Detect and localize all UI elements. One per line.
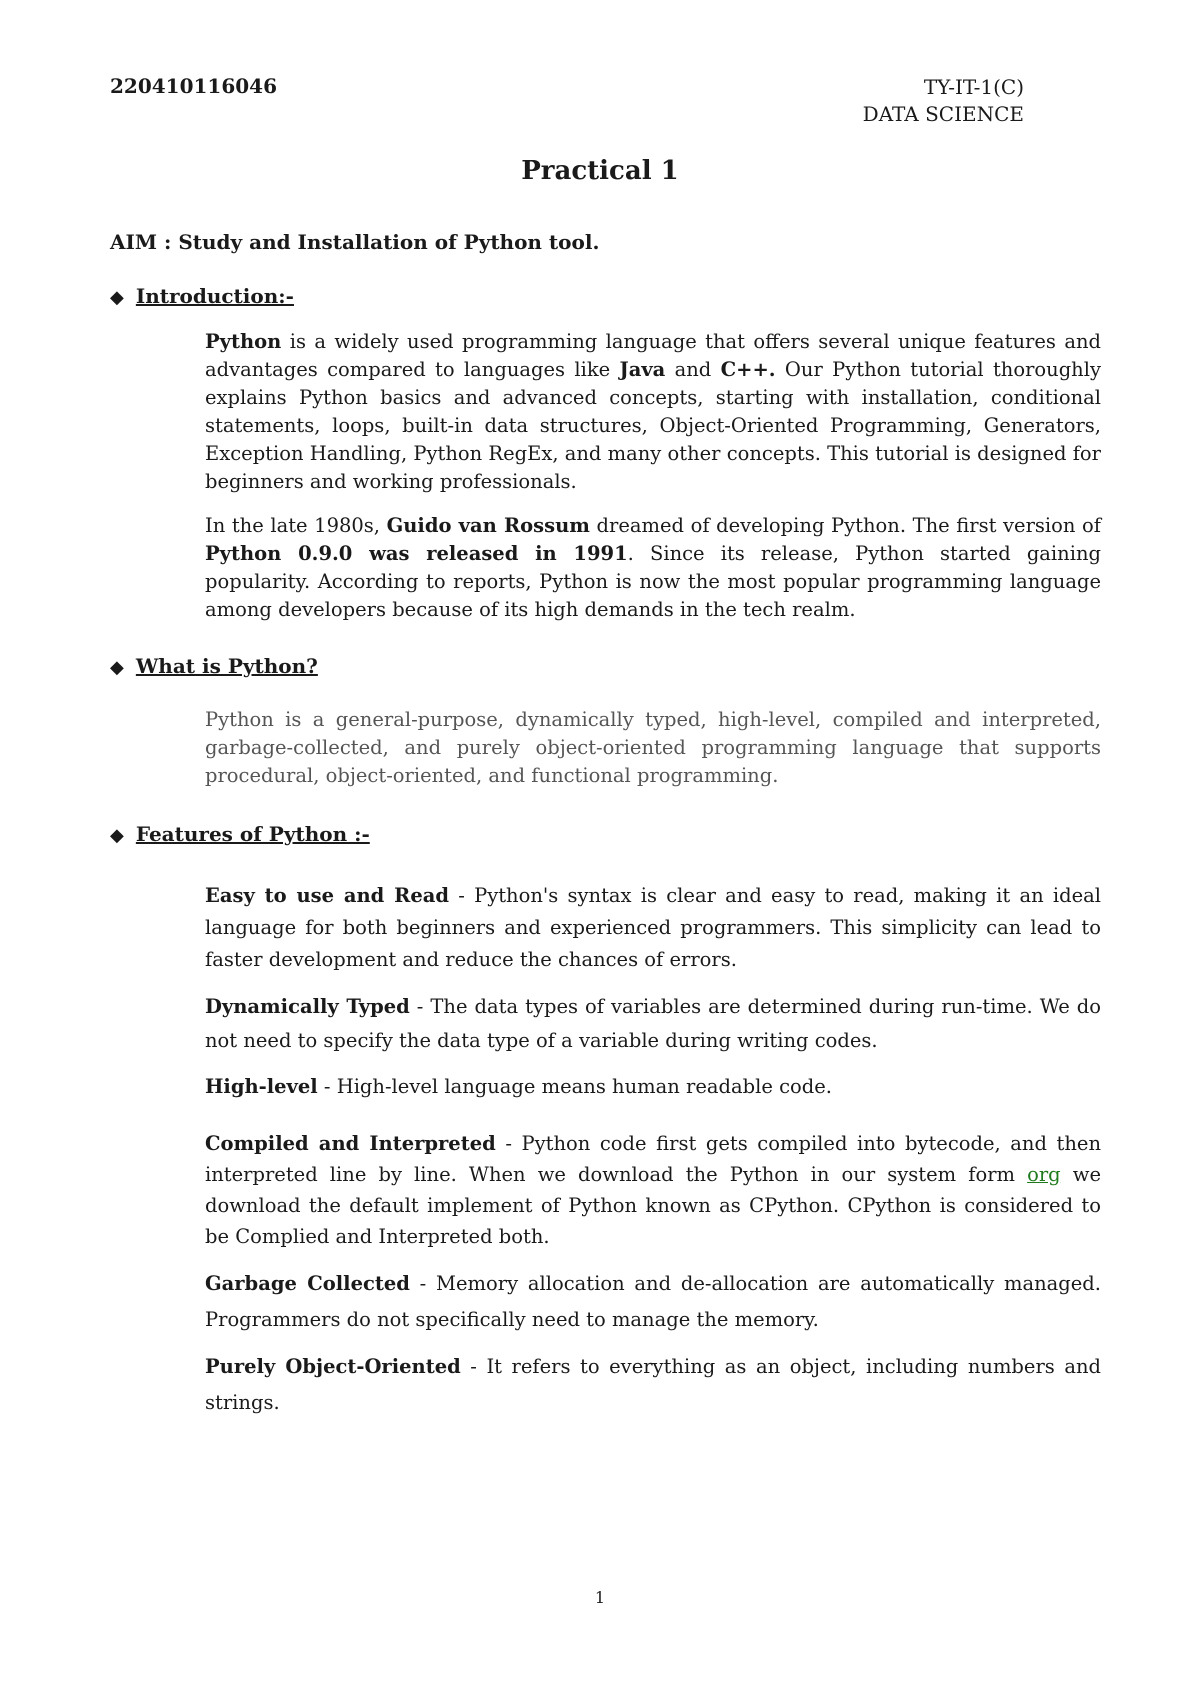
section-introduction-heading (110, 284, 294, 308)
feature-item (205, 1349, 1101, 1421)
feature-item (205, 880, 1101, 976)
feature-title: Purely Object-Oriented (205, 1355, 461, 1378)
diamond-bullet-icon: ◆ (110, 657, 124, 678)
text-run: and (665, 358, 721, 381)
section-features-heading (110, 822, 370, 846)
term-java: Java (619, 358, 666, 381)
feature-text: - Python's syntax is clear and easy to read, making it an ideal language for both beginners and experienced programmers. This simplicity can lead to faster development and reduce the chances of errors. (205, 884, 1101, 971)
page-title: Practical 1 (521, 156, 679, 186)
aim-statement: AIM : Study and Installation of Python tool. (110, 230, 600, 254)
intro-paragraph-1 (205, 328, 1101, 496)
term-cpp: C++. (720, 358, 776, 381)
feature-text: - Python code first gets compiled into bytecode, and then interpreted line by line. When we download the Python in our system form (205, 1132, 1101, 1186)
subject-label: DATA SCIENCE (862, 102, 1024, 126)
feature-item (205, 990, 1101, 1058)
diamond-bullet-icon: ◆ (110, 287, 124, 308)
feature-item (205, 1073, 1101, 1101)
what-is-python-paragraph: Python is a general-purpose, dynamically typed, high-level, compiled and interpreted, garbage-collected, and purely object-oriented programming language that supports procedural, object-oriented, and functional programming. (205, 708, 1101, 787)
text-run: dreamed of developing Python. The first version of (589, 514, 1102, 537)
text-run: . Since its release, Python started gaining popularity. According to reports, Python is now the most popular programming language among developers because of its high demands in the tech realm. (205, 542, 1101, 621)
header-right (863, 74, 1024, 128)
enrollment-number: 220410116046 (110, 74, 277, 98)
feature-item (205, 1266, 1101, 1338)
text-run: In the late 1980s, (205, 514, 387, 537)
intro-paragraph-2 (205, 512, 1101, 624)
feature-text: - Memory allocation and de-allocation are automatically managed. Programmers do not specifically need to manage the memory. (205, 1272, 1101, 1331)
section-heading: Introduction:- (135, 284, 294, 308)
feature-text: - It refers to everything as an object, including numbers and strings. (205, 1355, 1101, 1414)
section-heading: Features of Python :- (135, 822, 370, 846)
feature-title: Compiled and Interpreted (205, 1132, 496, 1155)
term-guido: Guido van Rossum (386, 514, 590, 537)
text-run: is a widely used programming language that offers several unique features and advantages compared to languages like (205, 330, 1101, 381)
section-heading: What is Python? (135, 654, 318, 678)
feature-text: - High-level language means human readable code. (317, 1075, 832, 1098)
feature-title: Garbage Collected (205, 1272, 410, 1295)
diamond-bullet-icon: ◆ (110, 825, 124, 846)
feature-text: - The data types of variables are determined during run-time. We do not need to specify the data type of a variable during writing codes. (205, 995, 1101, 1052)
term-python: Python (205, 330, 282, 353)
feature-text: we download the default implement of Python known as CPython. CPython is considered to be Complied and Interpreted both. (205, 1163, 1101, 1248)
org-link[interactable]: org (1027, 1163, 1061, 1186)
text-run: Our Python tutorial thoroughly explains Python basics and advanced concepts, starting with installation, conditional statements, loops, built-in data structures, Object-Oriented Programming, Generators, Exception Handling, Python RegEx, and many other concepts. This tutorial is designed for beginners and working professionals. (205, 358, 1101, 493)
feature-title: Easy to use and Read (205, 884, 450, 907)
feature-title: High-level (205, 1075, 318, 1098)
feature-title: Dynamically Typed (205, 995, 410, 1018)
feature-item (205, 1128, 1101, 1252)
section-what-is-python-heading (110, 654, 318, 678)
class-label: TY-IT-1(C) (923, 75, 1024, 99)
page-number: 1 (594, 1588, 606, 1607)
term-release: Python 0.9.0 was released in 1991 (205, 542, 628, 565)
